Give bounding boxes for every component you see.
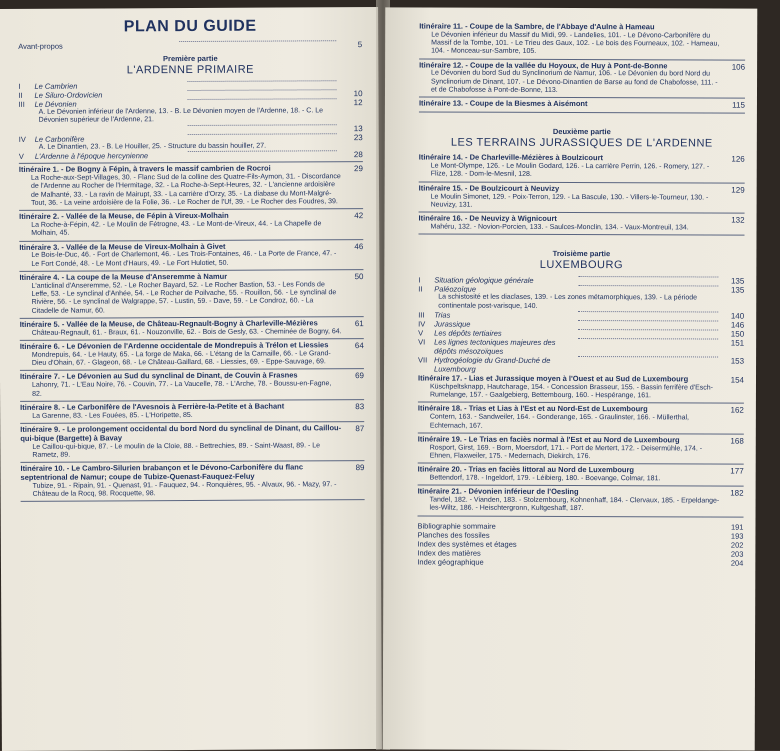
itinerary-body xyxy=(19,164,341,208)
itinerary-entry xyxy=(19,164,363,208)
chapter-number: VII xyxy=(418,356,434,365)
page-number: 28 xyxy=(341,150,363,159)
leader-dots xyxy=(188,150,337,152)
itinerary-entry xyxy=(19,211,363,238)
itinerary-body xyxy=(419,61,723,96)
itinerary-stops: Mahéru, 132. - Novion-Porcien, 133. - Saulces-Monclin, 134. - Vaux-Montreuil, 134. xyxy=(419,223,723,232)
chapter-entry xyxy=(418,338,744,357)
itinerary-stops: Le Dévonien inférieur du Massif du Midi, 99. - Landelies, 101. - Le Dévono-Carbonifère du Massif de la Tombe, 101. - Le Trieu des Gaux, 102. - Le bois des Fourneaux, 102. - Hameau, 104. - Monceau-sur-Sambre, 105. xyxy=(419,31,723,57)
back-matter-title: Planches des fossiles xyxy=(417,530,721,540)
itinerary-entry xyxy=(19,272,363,316)
itinerary-body xyxy=(19,272,341,316)
leader-dots xyxy=(188,133,337,135)
chapter-number: V xyxy=(19,152,35,161)
leader-dots xyxy=(187,89,336,91)
back-matter-entry xyxy=(417,557,743,567)
part-title: LES TERRAINS JURASSIQUES DE L'ARDENNE xyxy=(419,137,745,150)
itinerary-entry xyxy=(419,154,745,181)
itinerary-stops: La Roche-à-Fépin, 42. - Le Moulin de Fétrogne, 43. - Le Mont-de-Vireux, 44. - La Chapelle de Molhain, 45. xyxy=(19,220,341,238)
page-number: 203 xyxy=(721,549,743,558)
itinerary-body xyxy=(19,242,341,269)
chapter-entry xyxy=(19,150,363,161)
itinerary-stops: L'anticlinal d'Anseremme, 52. - Le Rocher Bayard, 52. - Le Rocher Bastion, 53. - Les Fonds de Leffe, 53. - Le synclinal d'Anhée, 54. - Le Rocher de Poilvache, 55. - Rouillon, 56. - Le synclinal de Rivière, 56. - Le synclinal de Walgrappe, 57. - Lustin, 59. - Dave, 59. - Le Condroz, 60. - La Citadelle de Namur, 60. xyxy=(19,281,341,316)
itinerary-stops: Château-Regnault, 61. - Braux, 61. - Nouzonville, 62. - Bois de Gesly, 63. - Cheminée de Bogny, 64. xyxy=(20,328,342,338)
itinerary-entry xyxy=(20,341,364,368)
page-number: 150 xyxy=(722,330,744,339)
page-title: PLAN DU GUIDE xyxy=(18,17,362,37)
page-number: 140 xyxy=(722,312,744,321)
chapter-title: L'Ardenne à l'époque hercynienne xyxy=(35,151,184,161)
page-number: 106 xyxy=(723,62,745,96)
itinerary-title: Itinéraire 9. - Le prolongement occidental du bord Nord du synclinal de Dinant, du Caillou-qui-bique (Bargette) à Bavay xyxy=(20,424,342,443)
leader-dots xyxy=(578,329,718,330)
itinerary-entry xyxy=(19,242,363,269)
itinerary-stops: La Garenne, 83. - Les Fouées, 85. - L'Horipette, 85. xyxy=(20,411,342,421)
back-matter-list xyxy=(417,521,743,567)
itinerary-body xyxy=(419,22,723,57)
itinerary-title: Itinéraire 11. - Coupe de la Sambre, de l'Abbaye d'Aulne à Hameau xyxy=(419,22,723,32)
page-number: 162 xyxy=(722,406,744,431)
back-matter-title: Index des systèmes et étages xyxy=(417,539,721,549)
page-number: 5 xyxy=(340,40,362,49)
page-number: 87 xyxy=(342,424,364,458)
itinerary-title: Itinéraire 8. - Le Carbonifère de l'Avesnois à Ferrière-la-Petite et à Bachant xyxy=(20,402,342,412)
itinerary-list xyxy=(419,154,745,236)
leader-dots xyxy=(179,40,336,42)
page-number: 135 xyxy=(722,277,744,286)
page-number: 69 xyxy=(342,372,364,398)
itinerary-title: Itinéraire 16. - De Neuvizy à Wignicourt xyxy=(419,215,723,225)
page-number: 202 xyxy=(721,540,743,549)
right-page xyxy=(383,7,758,750)
itinerary-title: Itinéraire 12. - Coupe de la vallée du Hoyoux, de Huy à Pont-de-Bonne xyxy=(419,61,723,71)
page-number: 204 xyxy=(721,558,743,567)
itinerary-body xyxy=(20,424,342,460)
itinerary-body xyxy=(418,375,722,401)
page-number: 193 xyxy=(721,531,743,540)
chapter-title: Trias xyxy=(434,311,574,320)
leader-dots xyxy=(188,124,337,126)
itinerary-entry xyxy=(418,435,744,462)
chapter-title: Le Carbonifère xyxy=(35,134,184,144)
itinerary-stops: Küschpeltsknapp, Hautcharage, 154. - Concession Brasseur, 155. - Bassin ferrifère d'Esch-Rumelange, 157. - Gaalgebierg, Bettembourg, 160. - Hespérange, 161. xyxy=(418,383,722,401)
itinerary-list xyxy=(19,164,365,502)
itinerary-title: Itinéraire 7. - Le Dévonien au Sud du synclinal de Dinant, de Couvin à Frasnes xyxy=(20,372,342,382)
itinerary-entry xyxy=(20,463,364,499)
chapter-number: IV xyxy=(418,320,434,329)
part-kicker: Deuxième partie xyxy=(419,127,745,137)
itinerary-stops: Le Mont-Olympe, 126. - Le Moulin Godard, 126. - La carrière Perrin, 126. - Romery, 127. - Flize, 128. - Dom-le-Mesnil, 128. xyxy=(419,163,723,181)
itinerary-stops: Bettendorf, 178. - Ingeldorf, 179. - Léibierg, 180. - Boevange, Colmar, 181. xyxy=(418,475,722,484)
left-page xyxy=(0,7,382,751)
itinerary-entry xyxy=(20,372,364,399)
chapter-number: II xyxy=(418,285,434,294)
chapter-number: IV xyxy=(19,135,35,144)
page-number: 177 xyxy=(722,467,744,484)
itinerary-stops: Le Moulin Simonet, 129. - Poix-Terron, 129. - La Bascule, 130. - Villers-le-Tourneur, 130. - Neuvizy, 131. xyxy=(419,193,723,211)
itinerary-entry xyxy=(20,424,364,460)
itinerary-stops: Mondrepuis, 64. - Le Hauty, 65. - La forge de Maka, 66. - L'étang de la Carnaille, 66. - Le Grand-Dieu d'Ohain, 67. - Glageon, 68. - Le Château-Gaillard, 68. - Liessies, 69. - Eppe-Sauvage, 69. xyxy=(20,350,342,368)
part-title: LUXEMBOURG xyxy=(418,259,744,272)
itinerary-title: Itinéraire 21. - Dévonien inférieur de l'Oesling xyxy=(418,488,722,498)
back-matter-title: Index des matières xyxy=(417,548,721,558)
itinerary-stops: Tubize, 91. - Ripain, 91. - Quenast, 91. - Fauquez, 94. - Ronquières, 95. - Alvaux, 96. - Mazy, 97. - Château de la Rocq, 98. Rocquette, 98. xyxy=(21,481,343,499)
itinerary-body xyxy=(20,319,342,338)
back-matter-title: Index géographique xyxy=(417,557,721,567)
chapter-number: V xyxy=(418,329,434,338)
leader-dots xyxy=(578,311,718,312)
page-number: 13 xyxy=(341,124,363,133)
page-number: 126 xyxy=(723,155,745,180)
itinerary-entry xyxy=(419,61,745,96)
itinerary-title: Itinéraire 13. - Coupe de la Biesmes à Aisémont xyxy=(419,100,723,110)
itinerary-title: Itinéraire 1. - De Bogny à Fépin, à travers le massif cambrien de Rocroi xyxy=(19,164,341,174)
page-number: 23 xyxy=(341,133,363,142)
page-number: 154 xyxy=(722,376,744,401)
itinerary-stops: Le Dévonien du bord Sud du Synclinorium de Namur, 106. - Le Dévonien du bord Nord du Synclinorium de Dinant, 107. - Le Dévono-Dinantien de Barse au fond de Chabofosse, 111. - et de Chabofosse à Pont-de-Bonne, 113. xyxy=(419,70,723,96)
page-number: 151 xyxy=(722,339,744,348)
itinerary-title: Itinéraire 10. - Le Cambro-Silurien brabançon et le Dévono-Carbonifère du flanc septentrional de Namur; coupe de Tubize-Quenast-Fauquez-Feluy xyxy=(20,463,342,482)
chapter-subsections: A. Le Dévonien inférieur de l'Ardenne, 13. - B. Le Dévonien moyen de l'Ardenne, 18. - C. Le Dévonien supérieur de l'Ardenne, 21. xyxy=(19,107,363,126)
chapter-title: Jurassique xyxy=(434,320,574,329)
itinerary-stops: Le Caillou-qui-bique, 87. - Le moulin de la Cloie, 88. - Bettrechies, 89. - Saint-Waast, 89. - Le Rametz, 89. xyxy=(20,442,342,460)
itinerary-body xyxy=(20,372,342,399)
page-number: 129 xyxy=(723,185,745,210)
itinerary-title: Itinéraire 4. - La coupe de la Meuse d'Anseremme à Namur xyxy=(19,272,341,282)
itinerary-title: Itinéraire 14. - De Charleville-Mézières à Boulzicourt xyxy=(419,154,723,164)
page-number: 89 xyxy=(342,463,364,497)
page-number: 46 xyxy=(341,242,363,268)
chapter-title: Les lignes tectoniques majeures des dépôts mésozoïques xyxy=(434,338,574,356)
itinerary-body xyxy=(20,341,342,368)
itinerary-body xyxy=(418,488,722,514)
leader-dots xyxy=(578,276,718,277)
page-number: 10 xyxy=(340,89,362,98)
itinerary-entry xyxy=(418,488,744,515)
page-number xyxy=(723,24,745,58)
chapter-title: Les dépôts tertiaires xyxy=(434,329,574,338)
leader-dots xyxy=(578,320,718,321)
itinerary-entry xyxy=(418,405,744,432)
itinerary-body xyxy=(419,100,723,111)
itinerary-title: Itinéraire 2. - Vallée de la Meuse, de Fépin à Vireux-Molhain xyxy=(19,211,341,221)
page-number: 132 xyxy=(723,216,745,233)
chapter-number: VI xyxy=(418,338,434,347)
itinerary-title: Itinéraire 15. - De Boulzicourt à Neuvizy xyxy=(419,184,723,194)
itinerary-stops: La Roche-aux-Sept-Villages, 30. - Flanc Sud de la colline des Quatre-Fils-Aymon, 31. - Discordance de l'Ardenne au Rocher de l'Hermitage, 32. - La Roche-à-Sept-Heures, 32. - L'ancienne ardoisière de Malhanté, 33. - La ravin de Mairupt, 33. - La carrière d'Orzy, 35. - La diabase du Mont-Malgré-Tout, 36. - La veine ardoisière de la Folie, 36. - Le Rocher de l'Uf, 39. - Le Rocher des Foudres, 39. xyxy=(19,173,341,208)
avant-propos-entry xyxy=(18,40,362,51)
itinerary-stops: Contern, 163. - Sandweiler, 164. - Gonderange, 165. - Graulinster, 166. - Müllerthal, Echternach, 167. xyxy=(418,414,722,432)
chapter-subsections: A. Le Dinantien, 23. - B. Le Houiller, 25. - Structure du bassin houiller, 27. xyxy=(19,142,363,152)
chapter-number: III xyxy=(418,311,434,320)
page-number: 182 xyxy=(722,489,744,514)
itinerary-entry xyxy=(20,402,364,421)
itinerary-stops: Lahonry, 71. - L'Eau Noire, 76. - Couvin, 77. - La Vaucelle, 78. - L'Arche, 78. - Boussu-en-Fagne, 82. xyxy=(20,380,342,398)
chapter-title: Situation géologique générale xyxy=(434,276,574,285)
itinerary-entry xyxy=(419,22,745,57)
divider xyxy=(419,112,745,114)
leader-dots xyxy=(188,98,337,100)
itinerary-body xyxy=(419,154,723,180)
itinerary-entry xyxy=(419,184,745,211)
page-number: 146 xyxy=(722,321,744,330)
divider xyxy=(418,515,744,517)
page-number: 64 xyxy=(342,341,364,367)
leader-dots xyxy=(187,80,336,82)
chapter-title: Le Siluro-Ordovicien xyxy=(34,90,183,100)
itinerary-body xyxy=(418,405,722,431)
page-number: 153 xyxy=(722,357,744,366)
itinerary-title: Itinéraire 5. - Vallée de la Meuse, de Château-Regnault-Bogny à Charleville-Mézières xyxy=(20,319,342,329)
page-number: 29 xyxy=(341,164,363,206)
itinerary-body xyxy=(418,466,722,484)
chapter-list xyxy=(418,276,744,375)
page-number: 115 xyxy=(723,101,745,111)
chapter-title: Hydrogéologie du Grand-Duché de Luxembourg xyxy=(434,356,574,374)
chapter-list xyxy=(18,80,362,161)
chapter-title: Paléozoïque xyxy=(434,285,574,294)
itinerary-body xyxy=(19,211,341,238)
page-number: 50 xyxy=(341,272,363,314)
itinerary-body xyxy=(418,435,722,461)
chapter-number: III xyxy=(19,100,35,109)
page-number: 83 xyxy=(342,402,364,419)
page-number: 12 xyxy=(341,98,363,107)
itinerary-list xyxy=(419,22,745,114)
itinerary-body xyxy=(20,463,342,499)
divider xyxy=(21,499,365,502)
itinerary-entry xyxy=(419,215,745,233)
itinerary-entry xyxy=(20,319,364,338)
leader-dots xyxy=(578,356,718,357)
itinerary-stops: Rosport, Girst, 169. - Born, Moersdorf, 171. - Port de Mertert, 172. - Deisermühle, 174. - Ehnen, Flaxweiler, 175. - Medernach, Diekirch, 176. xyxy=(418,444,722,462)
part-kicker: Première partie xyxy=(18,53,362,64)
itinerary-entry xyxy=(419,100,745,111)
itinerary-entry xyxy=(418,375,744,402)
itinerary-entry xyxy=(418,466,744,484)
chapter-subsections: La schistosité et les diaclases, 139. - Les zones métamorphiques, 139. - La période continentale post-varisque, 140. xyxy=(418,294,744,312)
itinerary-title: Itinéraire 18. - Trias et Lias à l'Est et au Nord-Est de Luxembourg xyxy=(418,405,722,415)
chapter-entry xyxy=(418,356,744,375)
page-number: 61 xyxy=(342,319,364,336)
itinerary-body xyxy=(20,402,342,421)
itinerary-title: Itinéraire 6. - Le Dévonien de l'Ardenne occidentale de Mondrepuis à Trélon et Liessies xyxy=(20,341,342,351)
itinerary-stops: Tandel, 182. - Vianden, 183. - Stolzembourg, Kohnenhaff, 184. - Clervaux, 185. - Erpeldange-les-Wiltz, 186. - Heischtergronn, Kultgeshaff, 187. xyxy=(418,497,722,515)
avant-propos-label: Avant-propos xyxy=(18,41,175,51)
itinerary-title: Itinéraire 17. - Lias et Jurassique moyen à l'Ouest et au Sud de Luxembourg xyxy=(418,375,722,385)
leader-dots xyxy=(578,285,718,286)
itinerary-title: Itinéraire 20. - Trias en faciès littoral au Nord de Luxembourg xyxy=(418,466,722,476)
page-number: 168 xyxy=(722,436,744,461)
page-number: 135 xyxy=(722,286,744,295)
divider xyxy=(419,234,745,236)
part-title: L'ARDENNE PRIMAIRE xyxy=(18,63,362,77)
back-matter-title: Bibliographie sommaire xyxy=(417,521,721,531)
chapter-number: II xyxy=(18,91,34,100)
leader-dots xyxy=(578,338,718,339)
itinerary-body xyxy=(419,184,723,210)
chapter-title: Le Dévonien xyxy=(35,99,184,109)
part-kicker: Troisième partie xyxy=(418,249,744,259)
page-number: 191 xyxy=(721,522,743,531)
itinerary-stops: Le Bois-le-Duc, 46. - Fort de Charlemont, 46. - Les Trois-Fontaines, 46. - La Porte de France, 47. - Le Fort Condé, 48. - Le Mont d'Haurs, 49. - Le Fort Hulotiet, 50. xyxy=(19,251,341,269)
itinerary-title: Itinéraire 3. - Vallée de la Meuse de Vireux-Molhain à Givet xyxy=(19,242,341,252)
chapter-number: I xyxy=(18,82,34,91)
itinerary-list xyxy=(418,375,744,518)
page-number: 42 xyxy=(341,211,363,237)
itinerary-title: Itinéraire 19. - Le Trias en faciès normal à l'Est et au Nord de Luxembourg xyxy=(418,435,722,445)
chapter-title: Le Cambrien xyxy=(34,81,183,91)
itinerary-body xyxy=(419,215,723,233)
chapter-number: I xyxy=(418,276,434,285)
